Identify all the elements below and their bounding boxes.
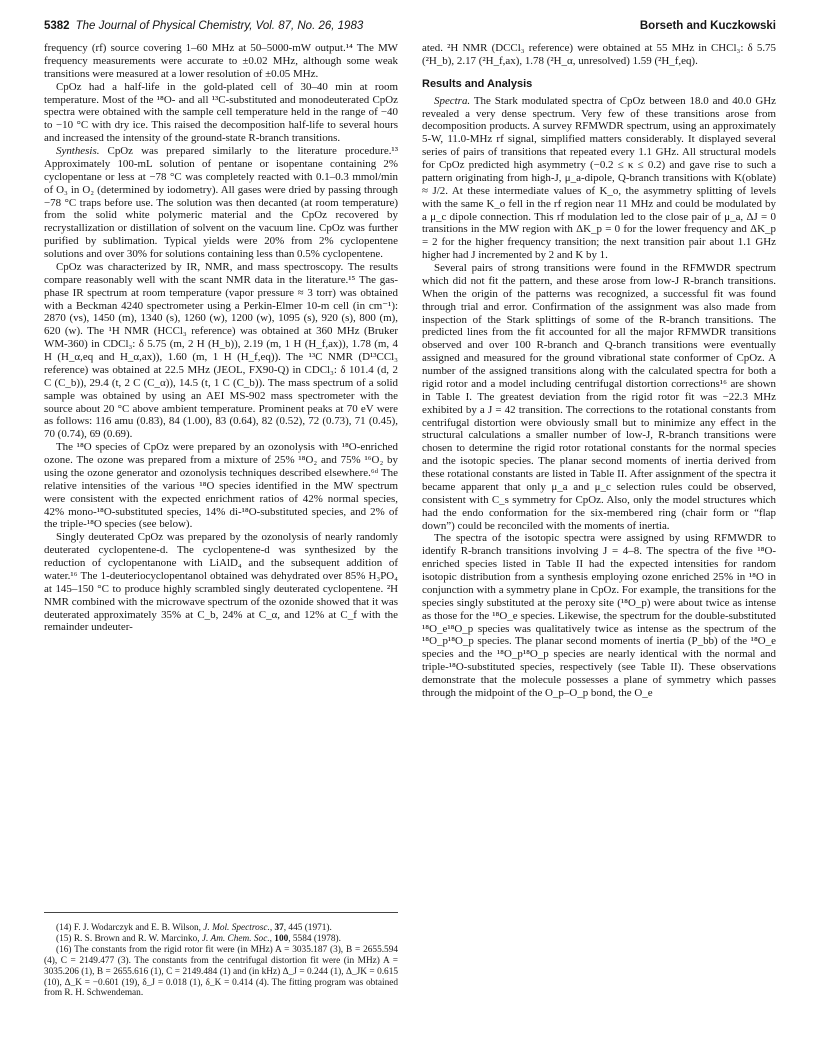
footnote-16: (16) The constants from the rigid rotor fit were (in MHz) A = 3035.187 (3), B = 2655.594 (4), C = 2149.477 (3). The constants from the centrifugal distortion fit were (in MHz) A = 3035.206 (1), B = 2655.616 (1), C = 2149.484 (1) and (in kHz) Δ_J = 0.244 (1), Δ_JK = 0.615 (10), Δ_K = −0.601 (19), δ_J = 0.018 (1), δ_K = 0.414 (4). The fitting program was obtained from R. H. Schwendeman. [44, 944, 398, 999]
journal-name: J. Mol. Spectrosc. [203, 923, 270, 933]
paragraph: The spectra of the isotopic spectra were assigned by using RFMWDR to identify R-branch transitions involving J = 4–8. The spectra of the five ¹⁸O-enriched species listed in Table II had the expected intensities for random isotopic distribution from a synthesis employing ozone enriched 25% in ¹⁸O in conjunction with a symmetry plane in CpOz. For example, the transitions for the species singly substituted at the peroxy site (¹⁸O_p) were about twice as intense as those for the ¹⁸O_e species. Likewise, the spectrum for the double-substituted ¹⁸O_e¹⁸O_p species was qualitatively twice as intense as the spectrum of the ¹⁸O_p¹⁸O_p species. The planar second moments of inertia (P_bb) of the ¹⁸O_e species and the ¹⁸O_p¹⁸O_p species are nearly identical with the normal and triple-¹⁸O-substituted species, respectively (see Table II). These observations demonstrate that the molecule possesses a plane of symmetry which passes through the midpoint of the O_p–O_p bond, the O_e [422, 532, 776, 699]
journal-citation: The Journal of Physical Chemistry, Vol. 87, No. 26, 1983 [75, 20, 364, 32]
footnote-text: (14) F. J. Wodarczyk and E. B. Wilson, [56, 923, 204, 933]
running-header [44, 20, 776, 36]
paragraph-text: CpOz was prepared similarly to the literature procedure.¹³ Approximately 100-mL solution of pentane or isopentane containing 2% cyclopentane or less at −78 °C was completely reacted with 0.1–0.3 mmol/min of O₃ in O₂ (determined by iodometry). All gases were dried by passing through −78 °C traps before use. The solution was then decanted (at room temperature) from the solid white polymeric material and the CpOz recovered by recrystallization or distillation of solvent on the vacuum line. CpOz was further purified by sublimation. Typical yields were 20% from 2% cyclopentene solutions and over 30% for solutions containing less than 0.5% cyclopentene. [44, 145, 398, 260]
section-heading: Results and Analysis [422, 77, 533, 90]
paragraph: CpOz had a half-life in the gold-plated cell of 30–40 min at room temperature. Most of the ¹⁸O- and all ¹³C-substituted and monodeuterated CpOz spectra were obtained with the sample cell temperature held in the range of −40 to −10 °C with dry ice. This raised the decomposition half-life to several hours and increased the intensity of the ground-state R-branch transitions. [44, 80, 398, 145]
paragraph: The ¹⁸O species of CpOz were prepared by an ozonolysis with ¹⁸O-enriched ozone. The ozone was prepared from a mixture of 25% ¹⁸O₂ and 75% ¹⁶O₂ by using the ozone generator and ozonolysis techniques described elsewhere.⁶ᵈ The relative intensities of the various ¹⁸O species identified in the MW spectrum were consistent with the expected enrichment ratios of 42% normal species, 42% mono-¹⁸O-substituted species, 14% di-¹⁸O-substituted species, and 2% of the triple-¹⁸O species (see below). [44, 441, 398, 531]
header-left [44, 20, 363, 32]
paragraph: ated. ²H NMR (DCCl₃ reference) were obtained at 55 MHz in CHCl₃: δ 5.75 (²H_b), 2.17 (²H_f,ax), 1.78 (²H_α, unresolved) 1.59 (²H_f,eq). [422, 42, 776, 67]
left-column [44, 42, 398, 634]
volume-number: 37 [274, 923, 284, 933]
header-authors: Borseth and Kuczkowski [639, 20, 776, 32]
journal-name: J. Am. Chem. Soc. [201, 933, 270, 944]
paragraph-synthesis [44, 145, 398, 261]
right-column [422, 42, 776, 700]
run-in-heading: Spectra. [434, 94, 471, 107]
footnotes [44, 912, 398, 999]
footnote-15 [44, 934, 398, 945]
footnote-separator: , [269, 933, 275, 944]
footnote-14 [44, 923, 398, 934]
paragraph-text: The Stark modulated spectra of CpOz between 18.0 and 40.0 GHz revealed a very dense spectrum. Very few of these transitions arose from decomposition products. A survey RFMWDR spectrum, using an approximately 5-W, 11.0-MHz rf signal, simplified matters considerably. It displayed several series of pairs of transitions that repeated every 1.1 GHz. All structural models for CpOz predicted high asymmetry (−0.2 ≤ κ ≤ 0.2) and gave rise to such a pattern originating from high-J, μ_a-dipole, Q-branch transitions with K(oblate) ≈ J/2. At these intermediate values of K_o, the asymmetry splitting of levels with the same K_o fell in the rf region near 11 MHz and could be modulated by a μ_c dipole connection. This rf modulation led to the close pair of μ_a, ΔJ = 0 transitions in the MW region with ΔK_p = 0 for the lower frequency and ΔK_p = 2 for the higher frequency transition; the next transition pair about 1.1 GHz higher had J incremented by 2 and K by 1. [422, 94, 776, 262]
paragraph: CpOz was characterized by IR, NMR, and mass spectroscopy. The results compare reasonably well with the scant NMR data in the literature.¹⁵ The gas-phase IR spectrum at room temperature (vapor pressure ≈ 3 torr) was obtained with a Beckman 4240 spectrometer using a Perkin-Elmer 10-m cell (in cm⁻¹): 2870 (vs), 1450 (m), 1340 (s), 1260 (w), 1200 (w), 1095 (s), 920 (s), 800 (m), 620 (w). The ¹H NMR (HCCl₃ reference) was obtained at 360 MHz (Bruker WM-360) in CDCl₃: δ 5.75 (m, 2 H (H_b)), 2.19 (m, 1 H (H_f,ax)), 1.78 (m, 4 H (H_α,eq and H_α,ax)), 1.60 (m, 1 H (H_f,eq)). The ¹³C NMR (D¹³CCl₃ reference) was obtained at 22.5 MHz (JEOL, FX90-Q) in CDCl₃: δ 101.4 (d, 2 C (C_b)), 29.4 (t, 2 C (C_α)), 14.5 (t, 1 C (C_b)). The mass spectrum of a solid sample was obtained by using an AEI MS-902 mass spectrometer with the source about 20 °C above ambient temperature. Prominent peaks at 70 eV were as follows: 116 amu (0.83), 84 (1.00), 83 (0.64), 82 (0.52), 72 (0.73), 71 (0.45), 70 (0.74), 69 (0.69). [44, 260, 398, 441]
page-number: 5382 [44, 20, 70, 32]
paragraph: frequency (rf) source covering 1–60 MHz at 50–5000-mW output.¹⁴ The MW frequency measurements were accurate to ±0.02 MHz, although some weak transitions were measured at a lower resolution of ±0.05 MHz. [44, 42, 398, 80]
volume-number: 100 [274, 933, 289, 944]
footnote-text: , 5584 (1978). [288, 933, 341, 944]
run-in-heading: Synthesis. [56, 145, 100, 157]
footnote-text: (15) R. S. Brown and R. W. Marcinko, [56, 933, 202, 944]
footnote-separator: , [269, 923, 275, 933]
footnote-text: , 445 (1971). [283, 923, 332, 933]
paragraph-spectra [422, 95, 776, 262]
paragraph: Several pairs of strong transitions were found in the RFMWDR spectrum which did not fit the pattern, and these arose from low-J R-branch transitions. When the origin of the patterns was recognized, a successful fit was found through trial and error. Confirmation of the assignment was also made from inspection of the Stark splittings of some of the R-branch transitions. The predicted lines from the fit accounted for all the major RFMWDR transitions observed and over 100 R-branch and Q-branch transitions were eventually assigned and measured for the ground vibrational state conformer of CpOz. A number of the assigned transitions along with the calculated spectra for both a rigid rotor and a model including centrifugal distortion corrections¹⁶ are shown in Table I. The greatest deviation from the rigid rotor fit was −22.3 MHz exhibited by a J = 42 transition. The corrections to the rotational constants from centrifugal distortion were obviously small but to minimize any effect in the structural calculations a smaller number of low-J, R-branch transitions were chosen to determine the rigid rotor rotational constants for the normal species and the isotopic species. The planar second moments of inertia derived from these rotational constants are listed in Table II. After assignment of the spectra it became apparent that only μ_a and μ_c selection rules could be observed, consistent with C_s symmetry for CpOz. Also, only the model structures which had the endo conformation for the six-membered ring (chair form or “flap down”) could be reconciled with the moments of inertia. [422, 262, 776, 532]
paragraph: Singly deuterated CpOz was prepared by the ozonolysis of nearly randomly deuterated cyclopentene-d. The cyclopentene-d was synthesized by the reduction of cyclopentanone with LiAlD₄ and the subsequent addition of water.¹⁶ The 1-deuteriocyclopentanol obtained was dehydrated over 85% H₃PO₄ at 145–150 °C to produce highly scrambled singly deuterated cyclopentene. ²H NMR combined with the microwave spectrum of the ozonide showed that it was deuterated approximately 35% at C_b, 24% at C_α, and 12% at C_f with the remainder undeuter- [44, 531, 398, 634]
